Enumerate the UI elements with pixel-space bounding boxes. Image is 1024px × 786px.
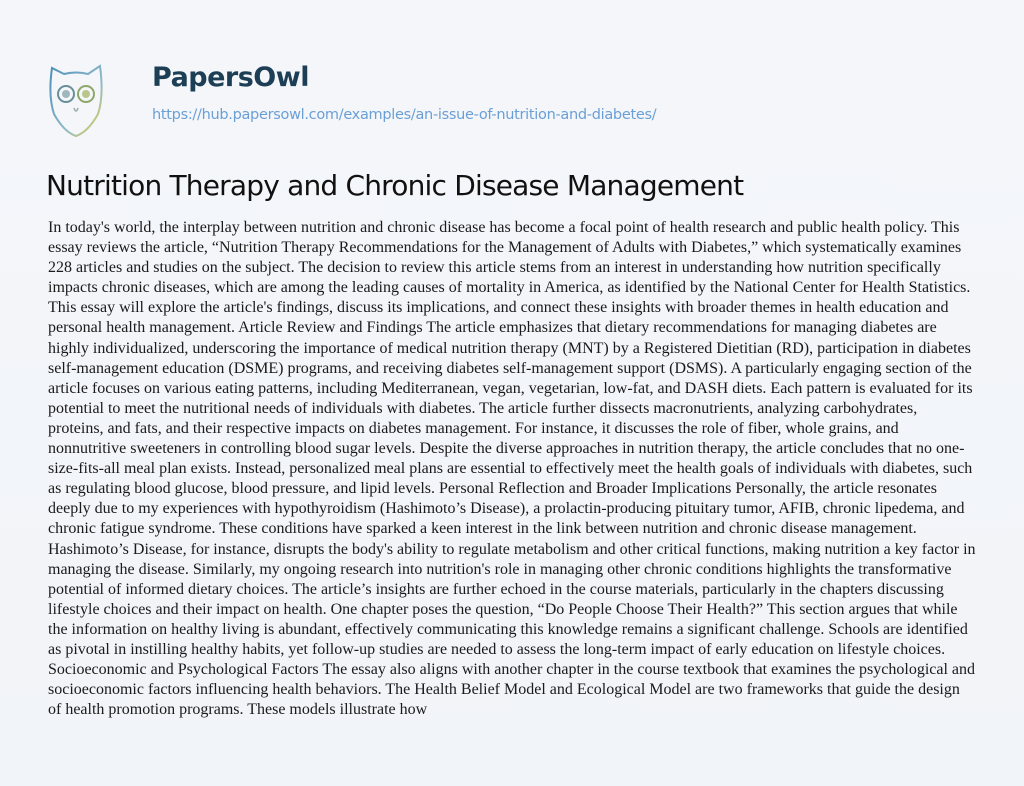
brand-name[interactable]: PapersOwl (152, 62, 309, 93)
body-line: lifestyle choices and their impact on health. One chapter poses the question, “Do People Choose Their Health?” This section argues that while (48, 600, 958, 618)
body-line: In today's world, the interplay between nutrition and chronic disease has become a focal point of health research and public health policy. This (48, 219, 960, 236)
body-line: potential to meet the nutritional needs of individuals with diabetes. The article further dissects macronutrients, analyzing carbohydrates, (48, 399, 918, 417)
body-line: size-fits-all meal plan exists. Instead, personalized meal plans are essential to effectively meet the health goals of individuals with diabetes, such (48, 460, 973, 478)
body-line: as pivotal in instilling healthy habits, yet follow-up studies are needed to assess the long-term impact of early education on lifestyle choices. (48, 640, 946, 658)
body-line: highly individualized, underscoring the importance of medical nutrition therapy (MNT) by a Registered Dietitian (RD), participation in diabetes (48, 339, 971, 357)
body-line: the information on healthy living is abundant, effectively communicating this knowledge remains a significant challenge. Schools are identified (48, 620, 968, 638)
body-line: Socioeconomic and Psychological Factors The essay also aligns with another chapter in the course textbook that examines the psychological and (48, 661, 976, 679)
body-line: Hashimoto’s Disease, for instance, disrupts the body's ability to regulate metabolism and other critical functions, making nutrition a key factor in (48, 540, 976, 558)
essay-body (48, 218, 976, 720)
body-line: nonnutritive sweeteners in controlling blood sugar levels. Despite the diverse approaches in nutrition therapy, the article concludes that no one- (48, 440, 965, 458)
body-line: managing the disease. Similarly, my ongoing research into nutrition's role in managing other chronic conditions highlights the transformative (48, 560, 952, 578)
body-line: personal health management. Article Review and Findings The article emphasizes that dietary recommendations for managing diabetes are (48, 319, 937, 337)
body-line: of health promotion programs. These models illustrate how (48, 701, 428, 719)
body-line: This essay will explore the article's findings, discuss its implications, and connect these insights with broader themes in health education and (48, 299, 949, 317)
owl-logo-icon (48, 62, 104, 138)
body-line: proteins, and fats, and their respective impacts on diabetes management. For instance, it discusses the role of fiber, whole grains, and (48, 419, 899, 437)
source-url-link[interactable]: https://hub.papersowl.com/examples/an-issue-of-nutrition-and-diabetes/ (152, 107, 657, 123)
body-line: 228 articles and studies on the subject. The decision to review this article stems from an interest in understanding how nutrition specifically (48, 259, 941, 277)
page-title: Nutrition Therapy and Chronic Disease Management (46, 169, 744, 202)
body-line: article focuses on various eating patterns, including Mediterranean, vegan, vegetarian, low-fat, and DASH diets. Each pattern is evaluated for its (48, 379, 973, 397)
body-line: socioeconomic factors influencing health behaviors. The Health Belief Model and Ecological Model are two frameworks that guide the design (48, 681, 960, 699)
body-line: essay reviews the article, “Nutrition Therapy Recommendations for the Management of Adults with Diabetes,” which systematically examines (48, 239, 962, 257)
body-line: self-management education (DSME) programs, and receiving diabetes self-management support (DSMS). A particularly engaging section of the (48, 359, 972, 377)
body-line: potential of informed dietary choices. The article’s insights are further echoed in the course materials, particularly in the chapters discussing (48, 580, 944, 598)
body-line: impacts chronic diseases, which are among the leading causes of mortality in America, as identified by the National Center for Health Statistics. (48, 279, 971, 297)
body-line: deeply due to my experiences with hypothyroidism (Hashimoto’s Disease), a prolactin-producing pituitary tumor, AFIB, chronic lipedema, and (48, 500, 965, 518)
body-line: chronic fatigue syndrome. These conditions have sparked a keen interest in the link between nutrition and chronic disease management. (48, 520, 917, 538)
body-line: as regulating blood glucose, blood pressure, and lipid levels. Personal Reflection and Broader Implications Personally, the article resonates (48, 480, 937, 498)
